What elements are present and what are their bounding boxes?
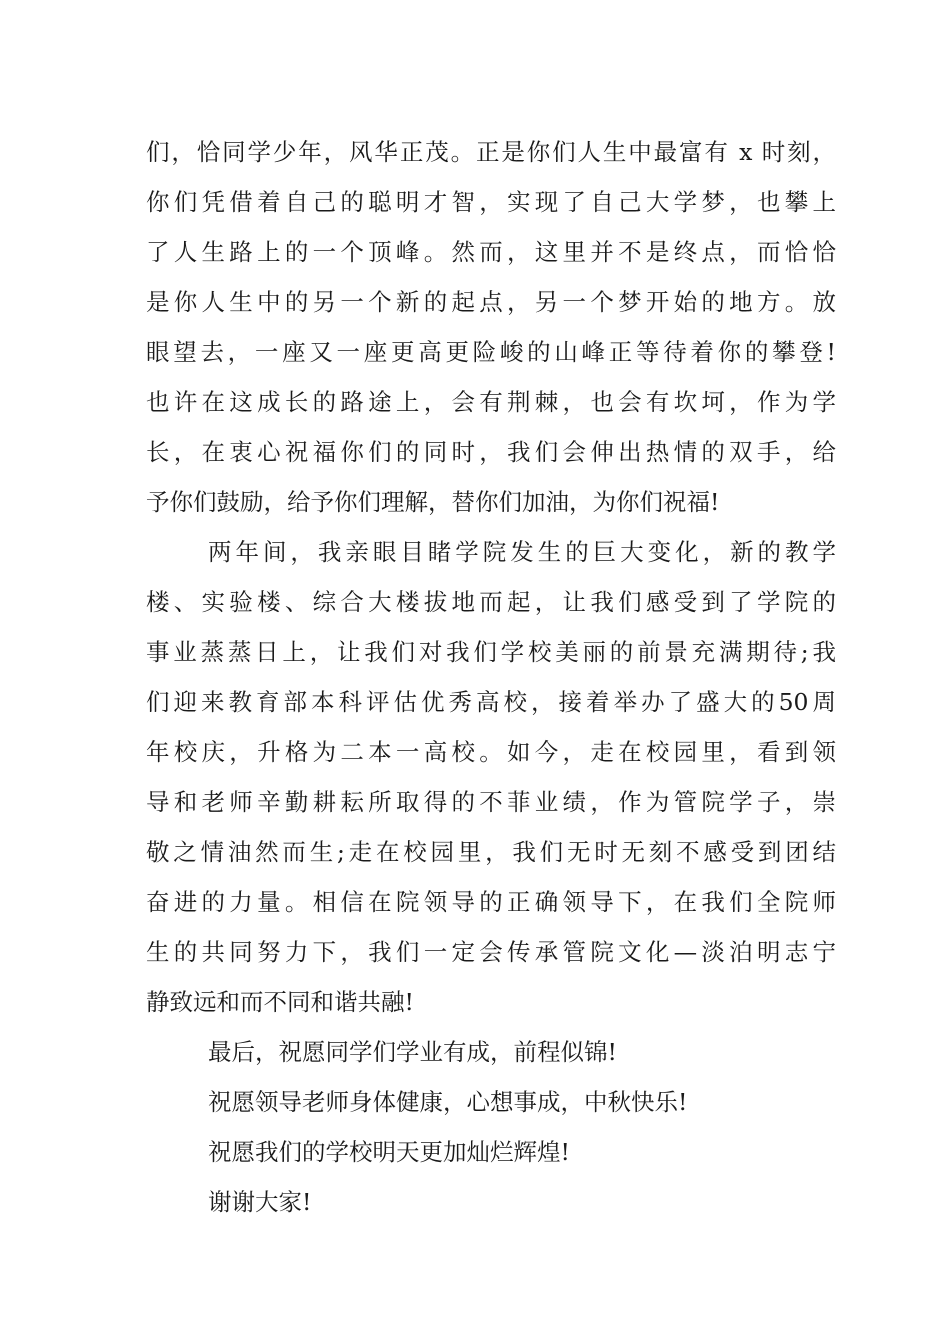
text-line: 静致远和而不同和谐共融! (146, 988, 414, 1016)
text-line: 两年间，我亲眼目睹学院发生的巨大变化，新的教学 (208, 538, 836, 566)
text-line: 是你人生中的另一个新的起点，另一个梦开始的地方。放 (146, 288, 836, 316)
text-line: 们，恰同学少年，风华正茂。正是你们人生中最富有 x 时刻， (146, 138, 836, 166)
text-line: 眼望去，一座又一座更高更险峻的山峰正等待着你的攀登! (146, 338, 836, 366)
text-line: 们迎来教育部本科评估优秀高校，接着举办了盛大的50周 (146, 688, 836, 716)
closing-line: 祝愿领导老师身体健康，心想事成，中秋快乐! (208, 1088, 688, 1116)
text-line: 奋进的力量。相信在院领导的正确领导下，在我们全院师 (146, 888, 836, 916)
closing-line: 谢谢大家! (208, 1188, 312, 1216)
closing-line: 祝愿我们的学校明天更加灿烂辉煌! (208, 1138, 570, 1166)
text-line: 也许在这成长的路途上，会有荆棘，也会有坎坷，作为学 (146, 388, 836, 416)
text-line: 年校庆，升格为二本一高校。如今，走在校园里，看到领 (146, 738, 836, 766)
text-line: 楼、实验楼、综合大楼拔地而起，让我们感受到了学院的 (146, 588, 836, 616)
text-line: 长，在衷心祝福你们的同时，我们会伸出热情的双手，给 (146, 438, 836, 466)
text-line: 予你们鼓励，给予你们理解，替你们加油，为你们祝福! (146, 488, 720, 516)
text-line: 导和老师辛勤耕耘所取得的不菲业绩，作为管院学子，崇 (146, 788, 836, 816)
text-line: 了人生路上的一个顶峰。然而，这里并不是终点，而恰恰 (146, 238, 836, 266)
closing-line: 最后，祝愿同学们学业有成，前程似锦! (208, 1038, 617, 1066)
text-line: 事业蒸蒸日上，让我们对我们学校美丽的前景充满期待;我 (146, 638, 836, 666)
text-line: 敬之情油然而生;走在校园里，我们无时无刻不感受到团结 (146, 838, 836, 866)
text-line: 生的共同努力下，我们一定会传承管院文化—淡泊明志宁 (146, 938, 836, 966)
text-line: 你们凭借着自己的聪明才智，实现了自己大学梦，也攀上 (146, 188, 836, 216)
